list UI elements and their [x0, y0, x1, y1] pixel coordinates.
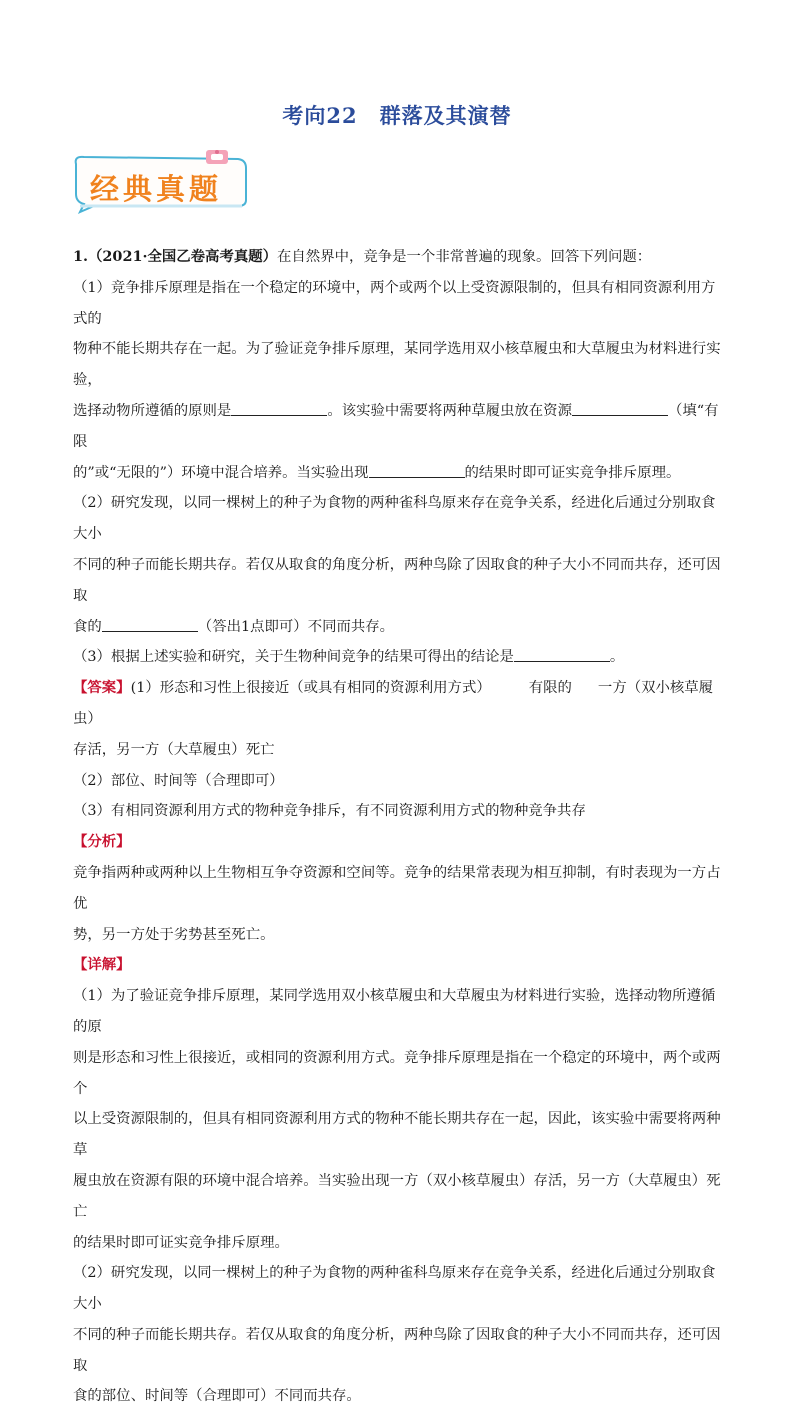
- detail-line: [73, 1104, 723, 1166]
- detail-line: [73, 1043, 723, 1105]
- answer-part-2: [73, 766, 723, 797]
- question-part-1-cont: [73, 458, 723, 489]
- text-line: （2）研究发现，以同一棵树上的种子为食物的两种雀科鸟原来存在竞争关系，经进化后通过分别取食大小: [73, 495, 716, 543]
- question-number: 1.: [73, 248, 89, 265]
- answer-blank[interactable]: [231, 399, 327, 416]
- detail-section: [73, 950, 723, 981]
- answer-cont: [73, 735, 723, 766]
- answer-text: 有限的: [528, 680, 572, 697]
- detail-text: （1）为了验证竞争排斥原理，某同学选用双小核草履虫和大草履虫为材料进行实验，选择动物所遵循的原: [73, 988, 716, 1035]
- detail-text: 不同的种子而能长期共存。若仅从取食的角度分析，两种鸟除了因取食的种子大小不同而共存，还可因取: [73, 1326, 721, 1374]
- text-line: （答出1点即可）不同而共存。: [197, 618, 395, 635]
- answer-text: 存活，另一方（大草履虫）死亡: [73, 741, 275, 758]
- detail-text: （2）研究发现，以同一棵树上的种子为食物的两种雀科鸟原来存在竞争关系，经进化后通过分别取食大小: [73, 1265, 716, 1313]
- paper-clip-icon: [206, 150, 228, 164]
- answer-blank[interactable]: [572, 399, 668, 416]
- detail-label: 【详解】: [73, 956, 131, 974]
- answer-blank[interactable]: [102, 615, 198, 632]
- detail-line: [73, 1381, 723, 1412]
- question-part-2: [73, 488, 723, 550]
- detail-line: [73, 981, 723, 1043]
- analysis-text: 势，另一方处于劣势甚至死亡。: [73, 926, 275, 943]
- answer-blank[interactable]: [369, 461, 465, 478]
- answer-section: [73, 673, 723, 735]
- question-part-1-cont: [73, 334, 723, 396]
- analysis-text: 竞争指两种或两种以上生物相互争夺资源和空间等。竞争的结果常表现为相互抑制，有时表现为一方占优: [73, 864, 721, 912]
- answer-text: （2）部位、时间等（合理即可）: [73, 772, 284, 789]
- question-part-2-cont: [73, 550, 723, 612]
- document-body: [73, 242, 723, 1412]
- text-line: 。该实验中需要将两种草履虫放在资源: [327, 402, 572, 419]
- question-part-3: [73, 642, 723, 673]
- question-source: （2021·全国乙卷高考真题）: [88, 248, 278, 265]
- text-line: （填“有限: [73, 402, 719, 450]
- detail-text: 以上受资源限制的，但具有相同资源利用方式的物种不能长期共存在一起，因此，该实验中需要将两种草: [73, 1111, 721, 1159]
- banner-label: 经典真题: [90, 172, 223, 206]
- answer-blank[interactable]: [514, 645, 610, 662]
- text-line: 物种不能长期共存在一起。为了验证竞争排斥原理，某同学选用双小核草履虫和大草履虫为材料进行实验，: [73, 341, 721, 389]
- analysis-line: [73, 920, 723, 951]
- detail-text: 的结果时即可证实竞争排斥原理。: [73, 1234, 289, 1251]
- answer-text: (1）形态和习性上很接近（或具有相同的资源利用方式）: [130, 680, 491, 697]
- question-intro: 在自然界中，竞争是一个非常普遍的现象。回答下列问题：: [277, 249, 652, 265]
- detail-text: 履虫放在资源有限的环境中混合培养。当实验出现一方（双小核草履虫）存活，另一方（大草履虫）死亡: [73, 1172, 721, 1220]
- text-line: 选择动物所遵循的原则是: [73, 402, 232, 419]
- text-line: 食的: [73, 618, 102, 635]
- detail-line: [73, 1258, 723, 1320]
- text-line: （1）竞争排斥原理是指在一个稳定的环境中，两个或两个以上受资源限制的，但具有相同资源利用方式的: [73, 279, 716, 327]
- analysis-label: 【分析】: [73, 833, 131, 851]
- analysis-section: [73, 827, 723, 858]
- text-line: 不同的种子而能长期共存。若仅从取食的角度分析，两种鸟除了因取食的种子大小不同而共存，还可因取: [73, 556, 721, 604]
- page-title: 考向22 群落及其演替: [282, 103, 512, 128]
- answer-label: 【答案】: [73, 679, 131, 697]
- question-part-1-cont: [73, 396, 723, 458]
- detail-text: 食的部位、时间等（合理即可）不同而共存。: [73, 1388, 361, 1405]
- text-line: （3）根据上述实验和研究，关于生物种间竞争的结果可得出的结论是: [73, 649, 514, 666]
- detail-line: [73, 1320, 723, 1382]
- answer-text: 一方（双小核草履虫）: [73, 680, 714, 727]
- answer-part-3: [73, 796, 723, 827]
- question-part-2-cont: [73, 612, 723, 643]
- text-line: 的结果时即可证实竞争排斥原理。: [464, 464, 681, 481]
- detail-line: [73, 1228, 723, 1259]
- answer-text: （3）有相同资源利用方式的物种竞争排斥，有不同资源利用方式的物种竞争共存: [73, 803, 586, 820]
- question-line: [73, 242, 723, 273]
- question-part-1: [73, 273, 723, 335]
- detail-text: 则是形态和习性上很接近，或相同的资源利用方式。竞争排斥原理是指在一个稳定的环境中，两个或两个: [73, 1049, 721, 1097]
- text-line: 。: [609, 649, 625, 666]
- analysis-line: [73, 858, 723, 920]
- detail-line: [73, 1166, 723, 1228]
- text-line: 的”或“无限的”）环境中混合培养。当实验出现: [73, 464, 369, 481]
